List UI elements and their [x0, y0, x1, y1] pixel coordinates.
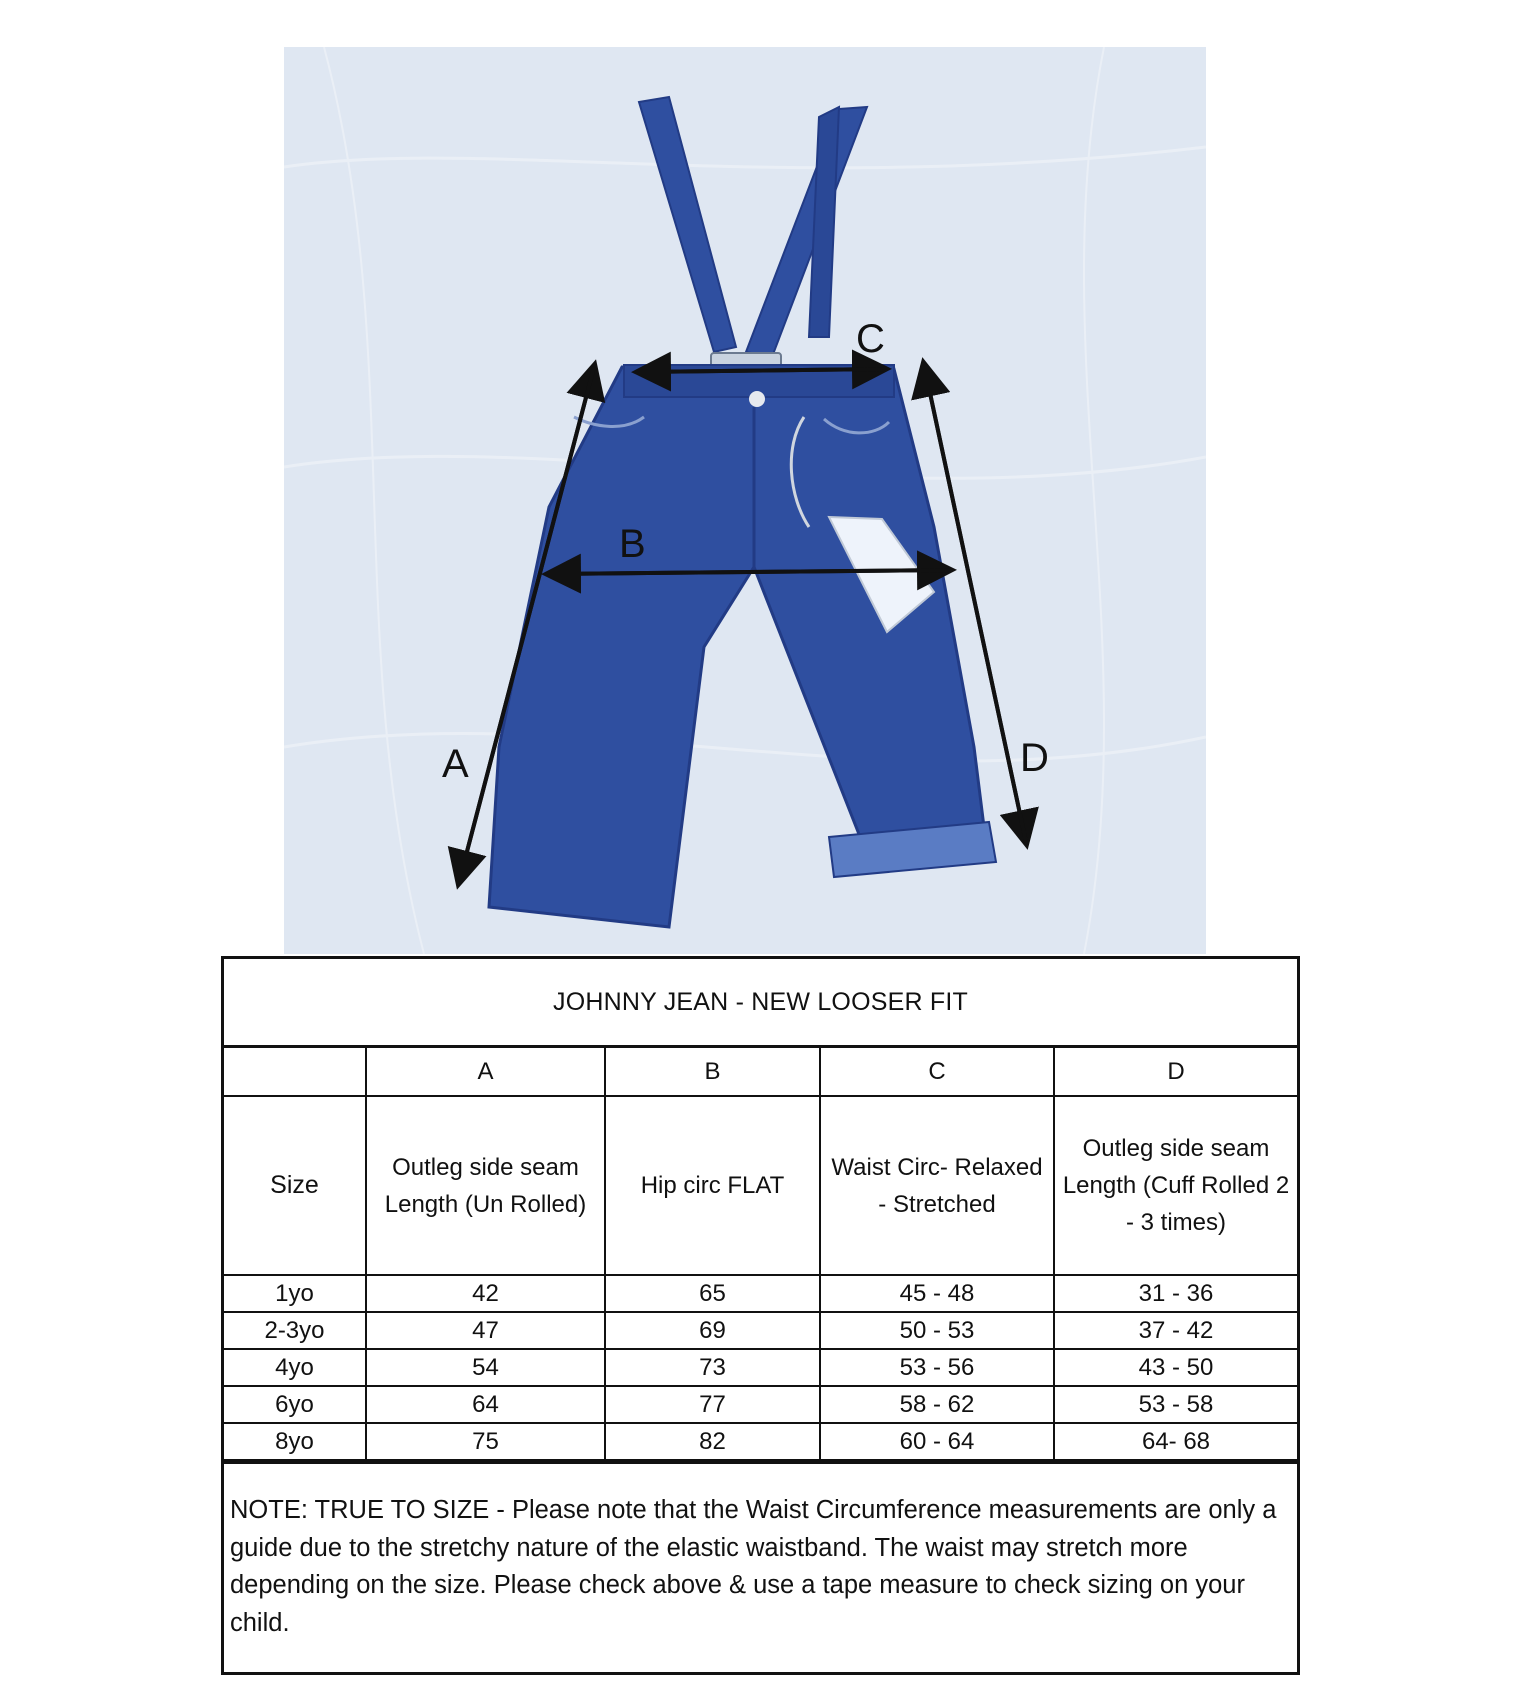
- value-cell: 64- 68: [1054, 1423, 1297, 1460]
- pants: [489, 365, 996, 927]
- size-cell: 2-3yo: [224, 1312, 366, 1349]
- value-cell: 77: [605, 1386, 820, 1423]
- column-header: Size: [224, 1096, 366, 1275]
- value-cell: 82: [605, 1423, 820, 1460]
- label-d: D: [1020, 736, 1049, 780]
- value-cell: 64: [366, 1386, 605, 1423]
- label-c: C: [856, 317, 885, 361]
- letter-cell: A: [366, 1048, 605, 1096]
- value-cell: 47: [366, 1312, 605, 1349]
- letter-cell: [224, 1048, 366, 1096]
- value-cell: 43 - 50: [1054, 1349, 1297, 1386]
- table-row: [224, 1349, 1297, 1386]
- table-row: [224, 1423, 1297, 1460]
- table-row: [224, 1312, 1297, 1349]
- label-a: A: [442, 742, 469, 786]
- suspenders: [639, 97, 867, 375]
- size-table: [224, 1048, 1297, 1461]
- overalls-illustration: [284, 47, 1206, 954]
- product-photo: [284, 47, 1206, 954]
- size-cell: 1yo: [224, 1275, 366, 1312]
- size-cell: 8yo: [224, 1423, 366, 1460]
- label-b: B: [619, 522, 646, 566]
- table-row: [224, 1386, 1297, 1423]
- sizing-note: NOTE: TRUE TO SIZE - Please note that the Waist Circumference measurements are only a guide due to the stretchy nature of the elastic waistband. The waist may stretch more depending on the size. Please check above & use a tape measure to check sizing on your child.: [224, 1461, 1297, 1642]
- letter-row: [224, 1048, 1297, 1096]
- header-row: [224, 1096, 1297, 1275]
- value-cell: 31 - 36: [1054, 1275, 1297, 1312]
- value-cell: 60 - 64: [820, 1423, 1054, 1460]
- column-header: Outleg side seam Length (Cuff Rolled 2 - 3 times): [1054, 1096, 1297, 1275]
- letter-cell: D: [1054, 1048, 1297, 1096]
- value-cell: 73: [605, 1349, 820, 1386]
- letter-cell: B: [605, 1048, 820, 1096]
- size-cell: 6yo: [224, 1386, 366, 1423]
- table-row: [224, 1275, 1297, 1312]
- value-cell: 37 - 42: [1054, 1312, 1297, 1349]
- value-cell: 58 - 62: [820, 1386, 1054, 1423]
- value-cell: 45 - 48: [820, 1275, 1054, 1312]
- column-header: Outleg side seam Length (Un Rolled): [366, 1096, 605, 1275]
- letter-cell: C: [820, 1048, 1054, 1096]
- value-cell: 53 - 56: [820, 1349, 1054, 1386]
- column-header: Hip circ FLAT: [605, 1096, 820, 1275]
- value-cell: 75: [366, 1423, 605, 1460]
- size-chart: [221, 956, 1300, 1675]
- column-header: Waist Circ- Relaxed - Stretched: [820, 1096, 1054, 1275]
- value-cell: 50 - 53: [820, 1312, 1054, 1349]
- value-cell: 69: [605, 1312, 820, 1349]
- value-cell: 65: [605, 1275, 820, 1312]
- value-cell: 54: [366, 1349, 605, 1386]
- size-cell: 4yo: [224, 1349, 366, 1386]
- chart-title: JOHNNY JEAN - NEW LOOSER FIT: [224, 959, 1297, 1048]
- value-cell: 42: [366, 1275, 605, 1312]
- value-cell: 53 - 58: [1054, 1386, 1297, 1423]
